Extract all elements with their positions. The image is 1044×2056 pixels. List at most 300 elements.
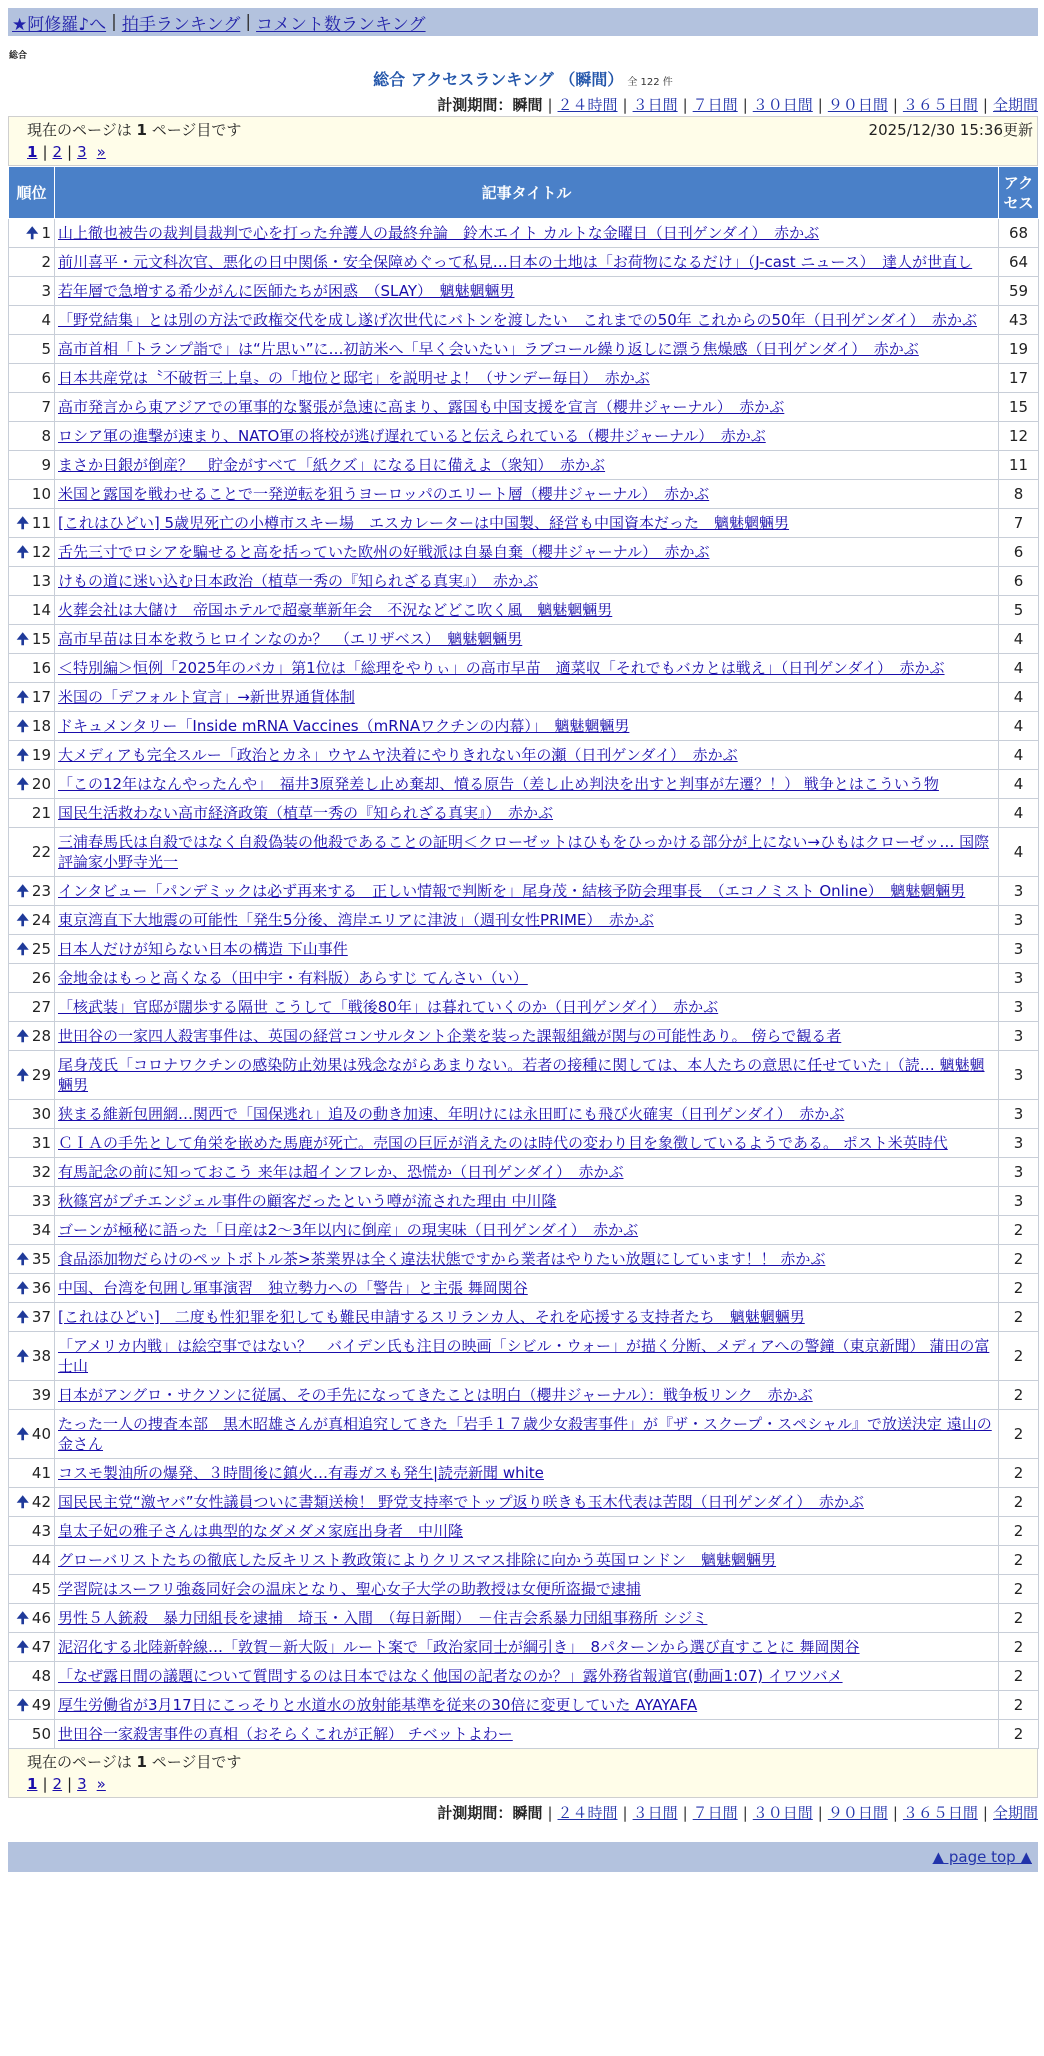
page: [8, 8, 1038, 1872]
period-link[interactable]: ３６５日間: [902, 96, 978, 114]
article-title-link[interactable]: 米国と露国を戦わせることで一発逆転を狙うヨーロッパのエリート層（櫻井ジャーナル） 赤かぶ: [58, 485, 710, 503]
article-title-link[interactable]: [これはひどい] 5歳児死亡の小樽市スキー場 エスカレーターは中国製、経営も中国資本だった 魑魅魍魎男: [58, 514, 790, 532]
period-label: 計測期間：: [437, 96, 513, 114]
rank-cell: [9, 509, 55, 538]
access-count: 4: [999, 683, 1039, 712]
arrow-up-icon: 🠉: [16, 514, 29, 532]
period-link[interactable]: ３日間: [632, 1804, 678, 1822]
total-count: 全 122 件: [627, 77, 673, 88]
rank-cell: [9, 393, 55, 422]
table-row: [9, 993, 1039, 1022]
table-row: [9, 770, 1039, 799]
rank-cell: [9, 1575, 55, 1604]
rank-cell: [9, 964, 55, 993]
table-row: [9, 741, 1039, 770]
period-link[interactable]: ２４時間: [557, 96, 618, 114]
title-cell: [55, 538, 999, 567]
rank-number: 18: [31, 717, 51, 735]
access-count: 2: [999, 1303, 1039, 1332]
article-title-link[interactable]: 舌先三寸でロシアを騙せると高を括っていた欧州の好戦派は自暴自棄（櫻井ジャーナル） 赤かぶ: [58, 543, 710, 561]
period-separator: |: [742, 96, 748, 114]
period-link[interactable]: 全期間: [992, 1804, 1038, 1822]
article-title-link[interactable]: 狭まる維新包囲網…関西で「国保逃れ」追及の動き加速、年明けには永田町にも飛び火確実（日刊ゲンダイ） 赤かぶ: [58, 1105, 845, 1123]
rank-cell: [9, 935, 55, 964]
rank-number: 10: [31, 485, 51, 503]
page-separator: |: [67, 1775, 73, 1793]
arrow-up-icon: 🠉: [16, 775, 29, 793]
article-title-link[interactable]: 学習院はスーフリ強姦同好会の温床となり、聖心女子大学の助教授は女便所盗撮で逮捕: [58, 1580, 641, 1598]
period-selector-bottom: [8, 1802, 1038, 1824]
access-count: 2: [999, 1691, 1039, 1720]
period-separator: |: [622, 96, 628, 114]
rank-number: 9: [41, 456, 51, 474]
period-separator: |: [682, 1804, 688, 1822]
period-separator: |: [817, 1804, 823, 1822]
rank-number: 1: [41, 224, 51, 242]
rank-cell: [9, 683, 55, 712]
rank-number: 44: [31, 1551, 51, 1569]
title-cell: [55, 1129, 999, 1158]
rank-number: 37: [31, 1308, 51, 1326]
rank-cell: [9, 1488, 55, 1517]
title-cell: [55, 935, 999, 964]
article-title-link[interactable]: 金地金はもっと高くなる（田中宇・有料版）あらすじ てんさい（い）: [58, 969, 528, 987]
access-count: 4: [999, 828, 1039, 877]
rank-cell: [9, 335, 55, 364]
article-title-link[interactable]: 若年層で急増する希少がんに医師たちが困惑 （SLAY） 魑魅魍魎男: [58, 282, 515, 300]
period-link[interactable]: ９０日間: [827, 96, 888, 114]
title-cell: [55, 1022, 999, 1051]
period-link[interactable]: ３６５日間: [902, 1804, 978, 1822]
ranking-table: [8, 166, 1039, 1749]
title-cell: [55, 306, 999, 335]
title-cell: [55, 964, 999, 993]
rank-number: 41: [31, 1464, 51, 1482]
rank-cell: [9, 1459, 55, 1488]
rank-cell: [9, 1100, 55, 1129]
period-link[interactable]: ３日間: [632, 96, 678, 114]
title-cell: [55, 1245, 999, 1274]
page-separator: |: [42, 1775, 48, 1793]
access-count: 3: [999, 1158, 1039, 1187]
rank-number: 24: [31, 911, 51, 929]
table-row: [9, 906, 1039, 935]
arrow-up-icon: 🠉: [16, 746, 29, 764]
page-link-current[interactable]: 1: [27, 1775, 38, 1793]
article-title-link[interactable]: けもの道に迷い込む日本政治（植草一秀の『知られざる真実』） 赤かぶ: [58, 572, 539, 590]
access-count: 17: [999, 364, 1039, 393]
table-row: [9, 964, 1039, 993]
table-row: [9, 712, 1039, 741]
table-row: [9, 1459, 1039, 1488]
rank-cell: [9, 1274, 55, 1303]
access-count: 4: [999, 770, 1039, 799]
article-title-link[interactable]: 「なぜ露日間の議題について質問するのは日本ではなく他国の記者なのか？」露外務省報道官(動画1:07) イワツバメ: [58, 1667, 843, 1685]
period-link[interactable]: ２４時間: [557, 1804, 618, 1822]
arrow-up-icon: 🠉: [16, 940, 29, 958]
article-title-link[interactable]: 食品添加物だらけのペットボトル茶>茶業界は全く違法状態ですから業者はやりたい放題にしています！！ 赤かぶ: [58, 1250, 826, 1268]
next-page-link[interactable]: »: [96, 143, 106, 161]
page-link-current[interactable]: 1: [27, 143, 38, 161]
title-cell: [55, 1546, 999, 1575]
rank-cell: [9, 277, 55, 306]
access-count: 2: [999, 1459, 1039, 1488]
period-separator: |: [892, 96, 898, 114]
title-cell: [55, 712, 999, 741]
title-cell: [55, 1381, 999, 1410]
arrow-up-icon: 🠉: [16, 1609, 29, 1627]
period-link[interactable]: 全期間: [992, 96, 1038, 114]
next-page-link[interactable]: »: [96, 1775, 106, 1793]
category-label: 総合: [9, 51, 28, 61]
updated-timestamp: 2025/12/30 15:36更新: [868, 121, 1033, 139]
access-count: 2: [999, 1633, 1039, 1662]
article-title-link[interactable]: 男性５人銃殺 暴力団組長を逮捕 埼玉・入間 （毎日新聞） －住吉会系暴力団組事務所 シジミ: [58, 1609, 708, 1627]
access-count: 3: [999, 877, 1039, 906]
rank-number: 46: [31, 1609, 51, 1627]
title-cell: [55, 509, 999, 538]
table-row: [9, 364, 1039, 393]
title-cell: [55, 1303, 999, 1332]
page-top-link[interactable]: ▲ page top ▲: [932, 1848, 1032, 1866]
rank-number: 31: [31, 1134, 51, 1152]
article-title-link[interactable]: 尾身茂氏「コロナワクチンの感染防止効果は残念ながらあまりない。若者の接種に関しては、本人たちの意思に任せていた」（読… 魑魅魍魎男: [58, 1056, 985, 1094]
period-link[interactable]: ７日間: [692, 1804, 738, 1822]
page-title: [8, 67, 1038, 90]
article-title-link[interactable]: コスモ製油所の爆発、３時間後に鎮火…有毒ガスも発生|読売新聞 white: [58, 1464, 544, 1482]
rank-number: 16: [31, 659, 51, 677]
footer-bar: [8, 1842, 1038, 1872]
rank-number: 23: [31, 882, 51, 900]
rank-number: 32: [31, 1163, 51, 1181]
table-row: [9, 277, 1039, 306]
access-count: 3: [999, 1187, 1039, 1216]
table-row: [9, 1129, 1039, 1158]
top-nav: [8, 8, 1038, 36]
table-row: [9, 1381, 1039, 1410]
article-title-link[interactable]: 国民民主党“激ヤバ”女性議員ついに書類送検！ 野党支持率でトップ返り咲きも玉木代表は苦悶（日刊ゲンダイ） 赤かぶ: [58, 1493, 864, 1511]
title-cell: [55, 1158, 999, 1187]
rank-cell: [9, 1633, 55, 1662]
rank-cell: [9, 906, 55, 935]
title-cell: [55, 799, 999, 828]
nav-link-clap-ranking[interactable]: 拍手ランキング: [121, 14, 241, 35]
table-row: [9, 1633, 1039, 1662]
table-row: [9, 1604, 1039, 1633]
arrow-up-icon: 🠉: [16, 1279, 29, 1297]
article-title-link[interactable]: 東京湾直下大地震の可能性「発生5分後、湾岸エリアに津波」（週刊女性PRIME） 赤かぶ: [58, 911, 654, 929]
rank-number: 43: [31, 1522, 51, 1540]
rank-number: 30: [31, 1105, 51, 1123]
access-count: 2: [999, 1604, 1039, 1633]
article-title-link[interactable]: 「核武装」官邸が闊歩する隔世 こうして「戦後80年」は暮れていくのか（日刊ゲンダイ） 赤かぶ: [58, 998, 719, 1016]
arrow-up-icon: 🠉: [16, 1696, 29, 1714]
table-row: [9, 799, 1039, 828]
rank-cell: [9, 1662, 55, 1691]
title-cell: [55, 480, 999, 509]
table-row: [9, 393, 1039, 422]
page-link[interactable]: 2: [52, 143, 63, 161]
article-title-link[interactable]: 国民生活救わない高市経済政策（植草一秀の『知られざる真実』） 赤かぶ: [58, 804, 554, 822]
arrow-up-icon: 🠉: [16, 1066, 29, 1084]
access-count: 43: [999, 306, 1039, 335]
rank-number: 40: [31, 1425, 51, 1443]
access-count: 2: [999, 1575, 1039, 1604]
access-count: 2: [999, 1546, 1039, 1575]
period-separator: |: [892, 1804, 898, 1822]
access-count: 3: [999, 1129, 1039, 1158]
rank-number: 4: [41, 311, 51, 329]
rank-cell: [9, 828, 55, 877]
rank-cell: [9, 1216, 55, 1245]
article-title-link[interactable]: 日本人だけが知らない日本の構造 下山事件: [58, 940, 348, 958]
rank-cell: [9, 219, 55, 248]
pagination-links: [27, 1773, 1033, 1795]
period-selector-top: [8, 94, 1038, 116]
rank-cell: [9, 1604, 55, 1633]
rank-cell: [9, 1691, 55, 1720]
period-separator: |: [982, 1804, 988, 1822]
access-count: 11: [999, 451, 1039, 480]
rank-cell: [9, 1517, 55, 1546]
title-cell: [55, 1100, 999, 1129]
rank-cell: [9, 1245, 55, 1274]
article-title-link[interactable]: 日本がアングロ・サクソンに従属、その手先になってきたことは明白（櫻井ジャーナル）：戦争板リンク 赤かぶ: [58, 1386, 813, 1404]
rank-cell: [9, 1720, 55, 1749]
title-cell: [55, 451, 999, 480]
title-cell: [55, 625, 999, 654]
title-cell: [55, 364, 999, 393]
article-title-link[interactable]: 中国、台湾を包囲し軍事演習 独立勢力への「警告」と主張 舞岡関谷: [58, 1279, 528, 1297]
rank-cell: [9, 538, 55, 567]
rank-cell: [9, 741, 55, 770]
title-cell: [55, 1410, 999, 1459]
page-title-text: 総合 アクセスランキング （瞬間）: [373, 70, 624, 89]
table-row: [9, 1187, 1039, 1216]
access-count: 4: [999, 712, 1039, 741]
article-title-link[interactable]: 「野党結集」とは別の方法で政権交代を成し遂げ次世代にバトンを渡したい これまでの50年 これからの50年（日刊ゲンダイ） 赤かぶ: [58, 311, 977, 329]
page-link[interactable]: 3: [77, 143, 87, 161]
title-cell: [55, 877, 999, 906]
access-count: 2: [999, 1410, 1039, 1459]
rank-number: 26: [31, 969, 51, 987]
table-row: [9, 1488, 1039, 1517]
table-row: [9, 451, 1039, 480]
table-row: [9, 1410, 1039, 1459]
access-count: 3: [999, 1051, 1039, 1100]
table-row: [9, 1720, 1039, 1749]
rank-number: 48: [31, 1667, 51, 1685]
article-title-link[interactable]: 前川喜平・元文科次官、悪化の日中関係・安全保障めぐって私見…日本の土地は「お荷物になるだけ」（J-cast ニュース） 達人が世直し: [58, 253, 973, 271]
article-title-link[interactable]: [これはひどい] 二度も性犯罪を犯しても難民申請するスリランカ人、それを応援する支持者たち 魑魅魍魎男: [58, 1308, 805, 1326]
title-cell: [55, 993, 999, 1022]
pager-top: [8, 116, 1038, 166]
table-row: [9, 1575, 1039, 1604]
rank-cell: [9, 1410, 55, 1459]
rank-cell: [9, 1187, 55, 1216]
article-title-link[interactable]: 火葬会社は大儲け 帝国ホテルで超豪華新年会 不況などどこ吹く風 魑魅魍魎男: [58, 601, 613, 619]
table-row: [9, 654, 1039, 683]
table-row: [9, 1245, 1039, 1274]
rank-number: 7: [41, 398, 51, 416]
rank-number: 42: [31, 1493, 51, 1511]
article-title-link[interactable]: ＣＩＡの手先として角栄を嵌めた馬鹿が死亡。売国の巨匠が消えたのは時代の変わり目を象徴しているようである。 ポスト米英時代: [58, 1134, 948, 1152]
table-row: [9, 683, 1039, 712]
access-count: 7: [999, 509, 1039, 538]
title-cell: [55, 1187, 999, 1216]
article-title-link[interactable]: ドキュメンタリー「Inside mRNA Vaccines（mRNAワクチンの内幕）」 魑魅魍魎男: [58, 717, 630, 735]
period-link[interactable]: ９０日間: [827, 1804, 888, 1822]
table-row: [9, 1662, 1039, 1691]
title-cell: [55, 1332, 999, 1381]
access-count: 5: [999, 596, 1039, 625]
rank-number: 3: [41, 282, 51, 300]
current-page-number: 1: [136, 1753, 147, 1771]
access-count: 3: [999, 964, 1039, 993]
access-count: 3: [999, 1100, 1039, 1129]
rank-number: 6: [41, 369, 51, 387]
table-row: [9, 1216, 1039, 1245]
rank-number: 50: [31, 1725, 51, 1743]
article-title-link[interactable]: ロシア軍の進撃が速まり、NATO軍の将校が逃げ遅れていると伝えられている（櫻井ジャーナル） 赤かぶ: [58, 427, 766, 445]
access-count: 15: [999, 393, 1039, 422]
period-link[interactable]: ７日間: [692, 96, 738, 114]
arrow-up-icon: 🠉: [16, 1638, 29, 1656]
article-title-link[interactable]: 高市早苗は日本を救うヒロインなのか？ （エリザベス） 魑魅魍魎男: [58, 630, 523, 648]
arrow-up-icon: 🠉: [16, 911, 29, 929]
article-title-link[interactable]: グローバリストたちの徹底した反キリスト教政策によりクリスマス排除に向かう英国ロンドン 魑魅魍魎男: [58, 1551, 777, 1569]
rank-cell: [9, 248, 55, 277]
page-link[interactable]: 3: [77, 1775, 87, 1793]
rank-cell: [9, 654, 55, 683]
access-count: 3: [999, 935, 1039, 964]
current-page-number: 1: [136, 121, 147, 139]
current-page-text: 現在のページは 1 ページ目です: [27, 121, 242, 139]
rank-number: 17: [31, 688, 51, 706]
nav-link-asyura-home[interactable]: ★阿修羅♪へ: [12, 14, 107, 35]
access-count: 12: [999, 422, 1039, 451]
period-link[interactable]: ３０日間: [752, 96, 813, 114]
article-title-link[interactable]: インタビュー「パンデミックは必ず再来する 正しい情報で判断を」尾身茂・結核予防会理事長 （エコノミスト Online） 魑魅魍魎男: [58, 882, 966, 900]
rank-number: 14: [31, 601, 51, 619]
table-row: [9, 306, 1039, 335]
table-row: [9, 567, 1039, 596]
rank-number: 45: [31, 1580, 51, 1598]
title-cell: [55, 335, 999, 364]
title-cell: [55, 770, 999, 799]
table-row: [9, 1100, 1039, 1129]
rank-number: 13: [31, 572, 51, 590]
article-title-link[interactable]: ゴーンが極秘に語った「日産は2～3年以内に倒産」の現実味（日刊ゲンダイ） 赤かぶ: [58, 1221, 639, 1239]
table-row: [9, 625, 1039, 654]
rank-number: 20: [31, 775, 51, 793]
table-row: [9, 828, 1039, 877]
article-title-link[interactable]: 「この12年はなんやったんや」 福井3原発差し止め棄却、憤る原告（差し止め判決を出すと判事が左遷？！） 戦争とはこういう物: [58, 775, 939, 793]
arrow-up-icon: 🠉: [16, 1425, 29, 1443]
access-count: 8: [999, 480, 1039, 509]
title-cell: [55, 567, 999, 596]
article-title-link[interactable]: 泥沼化する北陸新幹線…「敦賀－新大阪」ルート案で「政治家同士が綱引き」 8パターンから選び直すことに 舞岡関谷: [58, 1638, 860, 1656]
page-link[interactable]: 2: [52, 1775, 63, 1793]
rank-number: 34: [31, 1221, 51, 1239]
table-row: [9, 480, 1039, 509]
rank-number: 35: [31, 1250, 51, 1268]
period-separator: |: [982, 96, 988, 114]
rank-number: 2: [41, 253, 51, 271]
title-cell: [55, 906, 999, 935]
title-cell: [55, 393, 999, 422]
article-title-link[interactable]: 高市首相「トランプ詣で」は“片思い”に…初訪米へ「早く会いたい」ラブコール繰り返しに漂う焦燥感（日刊ゲンダイ） 赤かぶ: [58, 340, 919, 358]
table-row: [9, 1158, 1039, 1187]
rank-cell: [9, 1051, 55, 1100]
access-count: 68: [999, 219, 1039, 248]
nav-separator: |: [111, 12, 117, 32]
article-title-link[interactable]: 有馬記念の前に知っておこう 来年は超インフレか、恐慌か（日刊ゲンダイ） 赤かぶ: [58, 1163, 624, 1181]
table-row: [9, 596, 1039, 625]
period-separator: |: [622, 1804, 628, 1822]
table-row: [9, 1051, 1039, 1100]
rank-number: 47: [31, 1638, 51, 1656]
title-cell: [55, 277, 999, 306]
article-title-link[interactable]: 厚生労働省が3月17日にこっそりと水道水の放射能基準を従来の30倍に変更していた AYAYAFA: [58, 1696, 698, 1714]
rank-number: 15: [31, 630, 51, 648]
article-title-link[interactable]: 三浦春馬氏は自殺ではなく自殺偽装の他殺であることの証明＜クローゼットはひもをひっかける部分が上にない→ひもはクローゼッ… 国際評論家小野寺光一: [58, 833, 990, 871]
arrow-up-icon: 🠉: [16, 543, 29, 561]
title-cell: [55, 1216, 999, 1245]
article-title-link[interactable]: 日本共産党は〝不破哲三上皇〟の「地位と邸宅」を説明せよ！（サンデー毎日） 赤かぶ: [58, 369, 650, 387]
arrow-up-icon: 🠉: [16, 1493, 29, 1511]
rank-number: 25: [31, 940, 51, 958]
article-title-link[interactable]: 山上徹也被告の裁判員裁判で心を打った弁護人の最終弁論 鈴木エイト カルトな金曜日（日刊ゲンダイ） 赤かぶ: [58, 224, 820, 242]
article-title-link[interactable]: まさか日銀が倒産？ 貯金がすべて「紙クズ」になる日に備えよ（衆知） 赤かぶ: [58, 456, 606, 474]
rank-number: 39: [31, 1386, 51, 1404]
title-cell: [55, 596, 999, 625]
table-row: [9, 422, 1039, 451]
article-title-link[interactable]: 米国の「デフォルト宣言」→新世界通貨体制: [58, 688, 355, 706]
current-page-text: 現在のページは 1 ページ目です: [27, 1753, 242, 1771]
article-title-link[interactable]: たった一人の捜査本部 黒木昭雄さんが真相追究してきた「岩手１７歳少女殺害事件」が『ザ・スクープ・スペシャル』で放送決定 遠山の金さん: [58, 1415, 992, 1453]
period-link[interactable]: ３０日間: [752, 1804, 813, 1822]
rank-number: 22: [31, 843, 51, 861]
access-count: 64: [999, 248, 1039, 277]
rank-cell: [9, 480, 55, 509]
article-title-link[interactable]: 「アメリカ内戦」は絵空事ではない？ バイデン氏も注目の映画「シビル・ウォー」が描く分断、メディアへの警鐘（東京新聞） 蒲田の富士山: [58, 1337, 990, 1375]
article-title-link[interactable]: 世田谷の一家四人殺害事件は、英国の経営コンサルタント企業を装った課報組織が関与の可能性あり。 傍らで観る者: [58, 1027, 842, 1045]
rank-number: 36: [31, 1279, 51, 1297]
nav-link-comment-ranking[interactable]: コメント数ランキング: [256, 14, 426, 35]
rank-cell: [9, 877, 55, 906]
article-title-link[interactable]: 秋篠宮がプチエンジェル事件の顧客だったという噂が流された理由 中川隆: [58, 1192, 557, 1210]
article-title-link[interactable]: 大メディアも完全スルー「政治とカネ」ウヤムヤ決着にやりきれない年の瀬（日刊ゲンダイ） 赤かぶ: [58, 746, 738, 764]
article-title-link[interactable]: 高市発言から東アジアでの軍事的な緊張が急速に高まり、露国も中国支援を宣言（櫻井ジャーナル） 赤かぶ: [58, 398, 785, 416]
access-count: 2: [999, 1720, 1039, 1749]
access-count: 4: [999, 741, 1039, 770]
article-title-link[interactable]: 皇太子妃の雅子さんは典型的なダメダメ家庭出身者 中川隆: [58, 1522, 464, 1540]
article-title-link[interactable]: ＜特別編＞恒例「2025年のバカ」第1位は「総理をやりぃ」の高市早苗 適菜収「それでもバカとは戦え」（日刊ゲンダイ） 赤かぶ: [58, 659, 945, 677]
arrow-up-icon: 🠉: [26, 224, 39, 242]
article-title-link[interactable]: 世田谷一家殺害事件の真相（おそらくこれが正解） チベットよわー: [58, 1725, 513, 1743]
title-cell: [55, 1720, 999, 1749]
rank-number: 11: [31, 514, 51, 532]
rank-number: 19: [31, 746, 51, 764]
title-cell: [55, 1662, 999, 1691]
access-count: 2: [999, 1216, 1039, 1245]
rank-cell: [9, 364, 55, 393]
rank-cell: [9, 712, 55, 741]
title-cell: [55, 1459, 999, 1488]
period-current: 瞬間: [512, 96, 543, 114]
access-count: 4: [999, 625, 1039, 654]
